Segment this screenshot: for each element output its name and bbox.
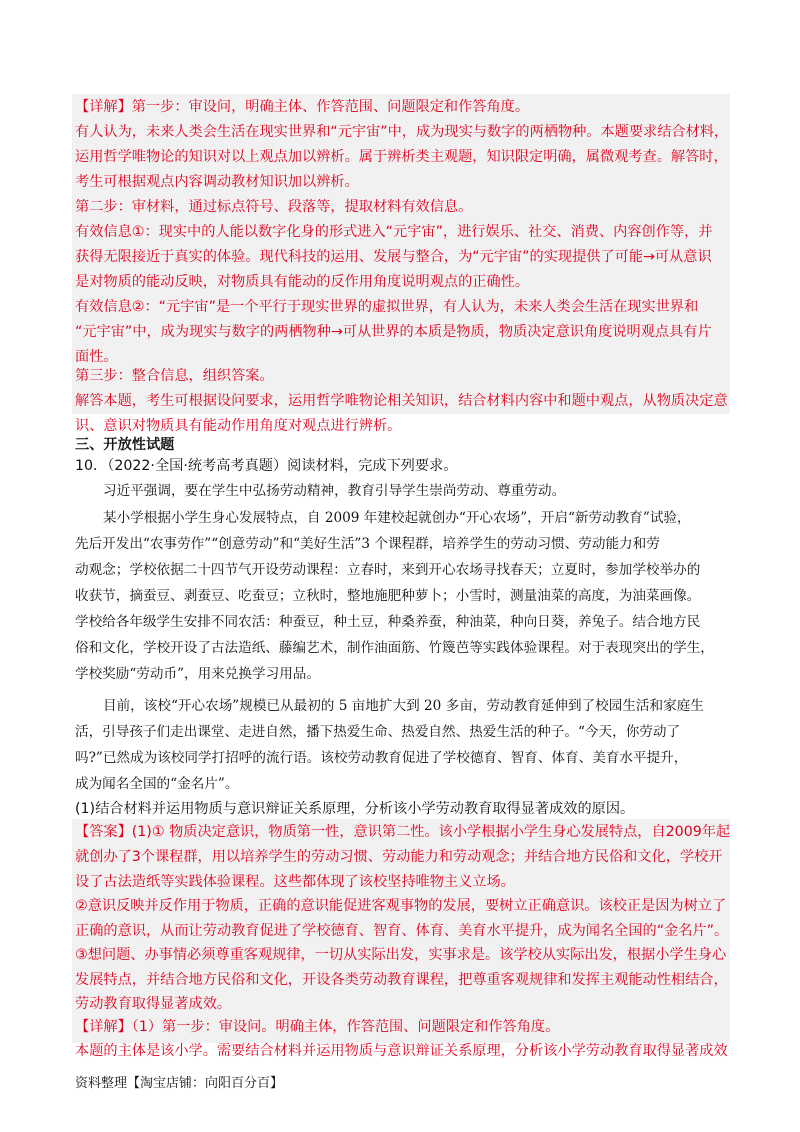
material-paragraph: 吗?”已然成为该校同学打招呼的流行语。该校劳动教育促进了学校德育、智育、体育、美育水平提升， [75,750,688,766]
detail-step1: 【详解】第一步：审设问，明确主体、作答范围、问题限定和作答角度。 [75,99,530,115]
material-paragraph: 习近平强调，要在学生中弘扬劳动精神，教育引导学生崇尚劳动、尊重劳动。 [103,483,566,499]
section-title: 三、开放性试题 [75,437,175,453]
detail-text: “元宇宙”中，成为现实与数字的两栖物种→可从世界的本质是物质，物质决定意识角度说明观点具有片 [75,324,712,340]
answer-text: 【答案】(1)① 物质决定意识，物质第一性，意识第二性。该小学根据小学生身心发展特点，自2009年起 [75,824,731,840]
sub-question: (1)结合材料并运用物质与意识辩证关系原理，分析该小学劳动教育取得显著成效的原因。 [75,801,635,817]
detail-step3: 第三步：整合信息，组织答案。 [75,368,274,384]
detail-text: 运用哲学唯物论的知识对以上观点加以辨析。属于辨析类主观题，知识限定明确，属微观考查。解答时， [75,149,728,165]
detail-text: 考生可根据观点内容调动教材知识加以辨析。 [75,174,359,190]
detail-text: 有人认为，未来人类会生活在现实世界和“元宇宙”中，成为现实与数字的两栖物种。本题要求结合材料， [75,124,729,140]
detail-text: 有效信息②：“元宇宙”是一个平行于现实世界的虚拟世界，有人认为，未来人类会生活在现实世界和 [75,299,699,315]
material-paragraph: 俗和文化，学校开设了古法造纸、藤编艺术，制作油面筋、竹篾芭等实践体验课程。对于表现突出的学生， [75,640,714,656]
detail-text: 面性。 [75,349,118,365]
answer-text: 劳动教育取得显著成效。 [75,996,232,1012]
page-footer: 资料整理【淘宝店铺：向阳百分百】 [75,1076,284,1091]
detail-text: 解答本题，考生可根据设问要求，运用哲学唯物论相关知识，结合材料内容中和题中观点，从物质决定意 [75,393,728,409]
answer-text: 就创办了3个课程群，用以培养学生的劳动习惯、劳动能力和劳动观念；并结合地方民俗和文化，学校开 [75,849,723,865]
detail-text: 本题的主体是该小学。需要结合材料并运用物质与意识辩证关系原理，分析该小学劳动教育取得显著成效 [75,1043,728,1059]
material-paragraph: 某小学根据小学生身心发展特点，自 2009 年建校起就创办“开心农场”，开启“新劳动教育”试验， [103,510,691,526]
material-paragraph: 成为闻名全国的“金名片”。 [75,776,239,792]
material-paragraph: 动观念；学校依据二十四节气开设劳动课程：立春时，来到开心农场寻找春天；立夏时，参加学校举办的 [75,562,701,578]
answer-text: ③想问题、办事情必须尊重客观规律，一切从实际出发，实事求是。该学校从实际出发，根据小学生身心 [75,947,727,963]
material-paragraph: 目前，该校“开心农场”规模已从最初的 5 亩地扩大到 20 多亩，劳动教育延伸到了校园生活和家庭生 [103,698,704,714]
detail-step2: 第二步：审材料，通过标点符号、段落等，提取材料有效信息。 [75,199,473,215]
detail-text: 是对物质的能动反映，对物质具有能动的反作用角度说明观点的正确性。 [75,274,530,290]
material-paragraph: 先后开发出“农事劳作”“创意劳动”和“美好生活”3 个课程群，培养学生的劳动习惯、劳动能力和劳 [75,536,660,552]
answer-text: 正确的意识，从而让劳动教育促进了学校德育、智育、体育、美育水平提升，成为闻名全国的“金名片”。 [75,923,729,939]
detail-text: 识、意识对物质具有能动作用角度对观点进行辨析。 [75,418,402,434]
answer-text: ②意识反映并反作用于物质，正确的意识能促进客观事物的发展，要树立正确意识。该校正是因为树立了 [75,898,727,914]
question-stem: 10．（2022·全国·统考高考真题）阅读材料，完成下列要求。 [75,458,458,474]
answer-text: 设了古法造纸等实践体验课程。这些都体现了该校坚持唯物主义立场。 [75,874,515,890]
material-paragraph: 学校给各年级学生安排不同农活：种蚕豆，种土豆，种桑养蚕，种油菜，种向日葵，养兔子。结合地方民 [75,614,701,630]
answer-text: 发展特点，并结合地方民俗和文化，开设各类劳动教育课程，把尊重客观规律和发挥主观能动性相结合， [75,972,728,988]
material-paragraph: 学校奖励“劳动币”，用来兑换学习用品。 [75,666,320,682]
material-paragraph: 收获节，摘蚕豆、剥蚕豆、吃蚕豆；立秋时，整地施肥种萝卜；小雪时，测量油菜的高度，为油菜画像。 [75,588,701,604]
detail-text: 有效信息①：现实中的人能以数字化身的形式进入“元宇宙”，进行娱乐、社交、消费、内容创作等，并 [75,224,713,240]
material-paragraph: 活，引导孩子们走出课堂、走进自然，播下热爱生命、热爱自然、热爱生活的种子。“今天，你劳动了 [75,724,681,740]
detail-text: 获得无限接近于真实的体验。现代科技的运用、发展与整合，为“元宇宙”的实现提供了可能→可从意识 [75,249,712,265]
detail-step1: 【详解】（1）第一步：审设问。明确主体，作答范围、问题限定和作答角度。 [75,1019,560,1035]
